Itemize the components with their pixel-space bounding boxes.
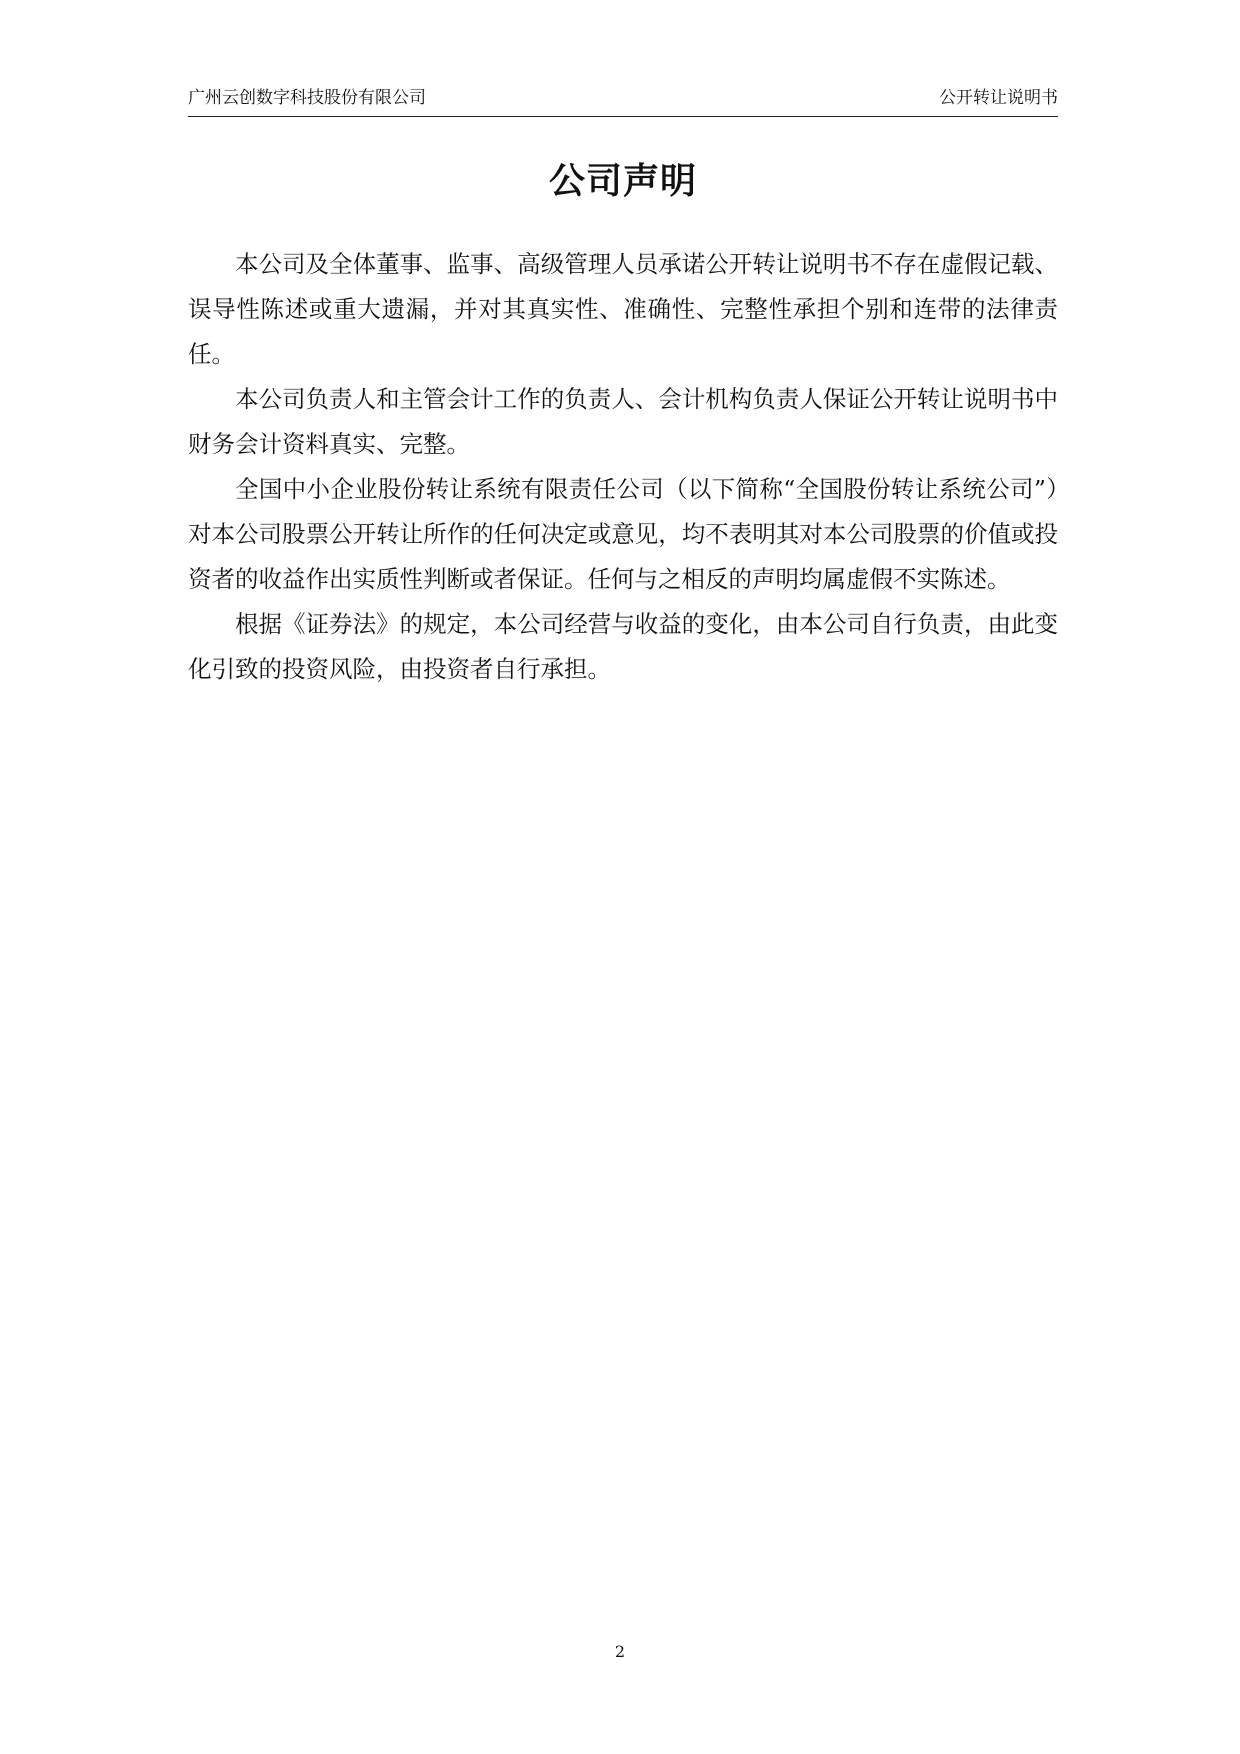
statement-paragraph-2: 本公司负责人和主管会计工作的负责人、会计机构负责人保证公开转让说明书中财务会计资料真实、完整。 [188, 385, 1058, 458]
header-document-name: 公开转让说明书 [939, 88, 1058, 108]
page-title: 公司声明 [548, 161, 697, 202]
statement-paragraph-1: 本公司及全体董事、监事、高级管理人员承诺公开转让说明书不存在虚假记载、误导性陈述或重大遗漏，并对其真实性、准确性、完整性承担个别和连带的法律责任。 [188, 250, 1058, 368]
statement-body [188, 242, 1058, 692]
page-number: 2 [614, 1642, 626, 1661]
page-header [188, 86, 1058, 117]
statement-paragraph-3: 全国中小企业股份转让系统有限责任公司（以下简称“全国股份转让系统公司”）对本公司股票公开转让所作的任何决定或意见，均不表明其对本公司股票的价值或投资者的收益作出实质性判断或者保证。任何与之相反的声明均属虚假不实陈述。 [188, 475, 1058, 593]
header-company-name: 广州云创数字科技股份有限公司 [188, 88, 426, 108]
statement-paragraph-4: 根据《证券法》的规定，本公司经营与收益的变化，由本公司自行负责，由此变化引致的投资风险，由投资者自行承担。 [188, 610, 1058, 683]
